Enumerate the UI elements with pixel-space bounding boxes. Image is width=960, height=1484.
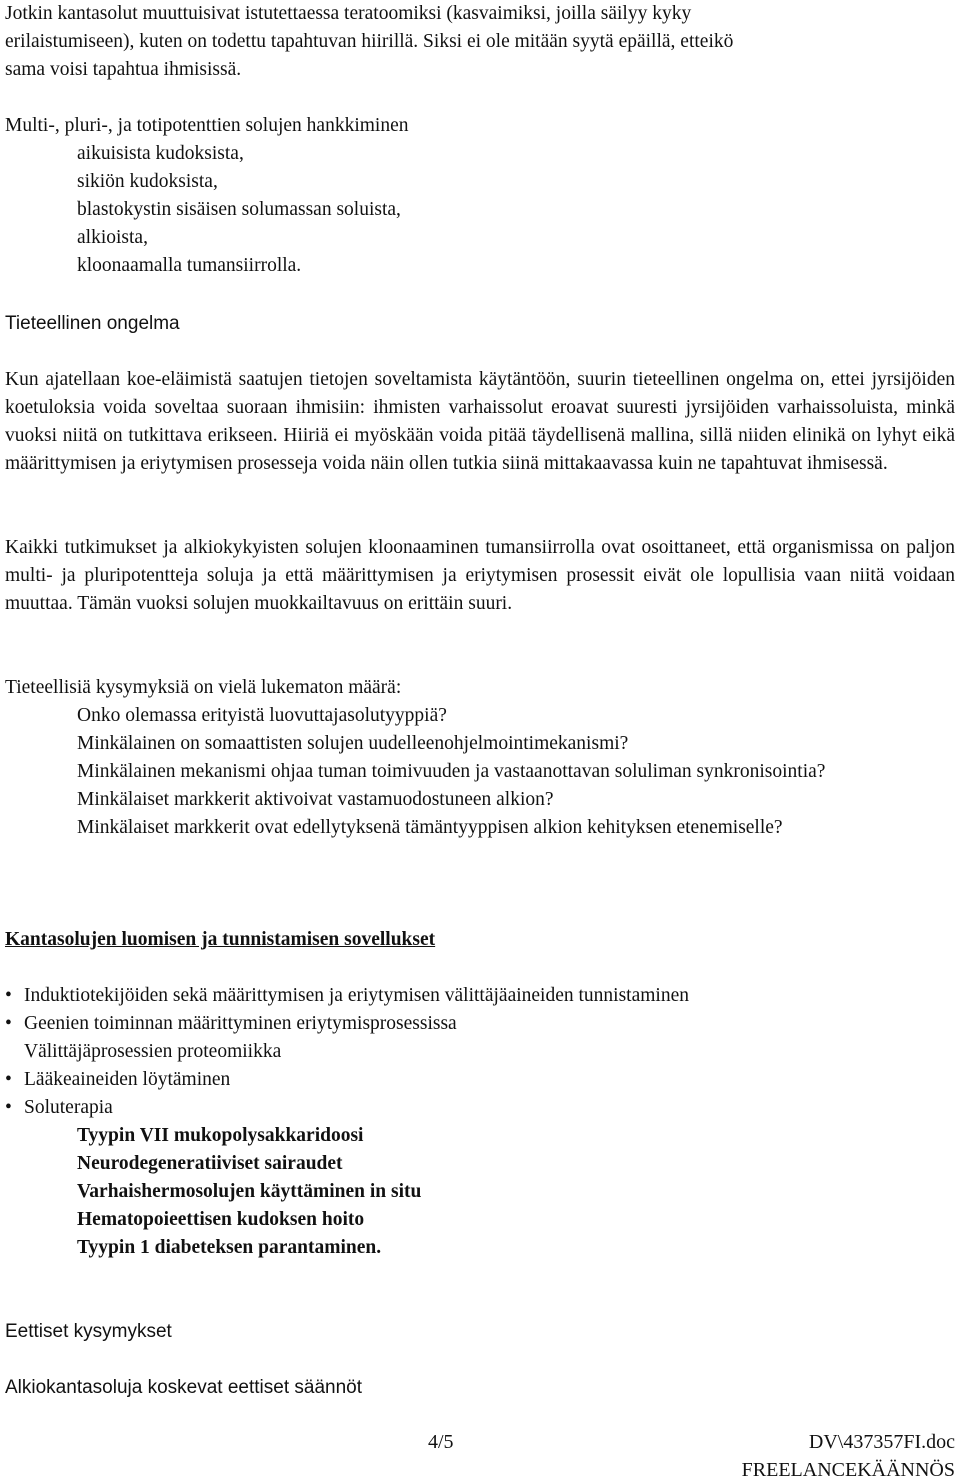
sources-block xyxy=(5,112,955,280)
bullet-icon: • xyxy=(5,1097,12,1118)
therapy-item: Neurodegeneratiiviset sairaudet xyxy=(77,1153,343,1174)
therapy-item: Varhaishermosolujen käyttäminen in situ xyxy=(77,1181,422,1202)
application-label: Geenien toiminnan määrittyminen eriytymisprosessissa xyxy=(24,1013,457,1034)
applications-heading: Kantasolujen luomisen ja tunnistamisen sovellukset xyxy=(5,929,436,950)
company-name: FREELANCEKÄÄNNÖS xyxy=(741,1459,955,1481)
intro-line: sama voisi tapahtua ihmisissä. xyxy=(5,59,242,80)
application-label: Lääkeaineiden löytäminen xyxy=(24,1069,231,1090)
list-item xyxy=(5,1066,955,1094)
page-footer xyxy=(0,1428,960,1481)
sources-item: blastokystin sisäisen solumassan soluista, xyxy=(77,199,401,220)
bullet-icon: • xyxy=(5,1069,12,1090)
page-number: 4/5 xyxy=(428,1431,454,1453)
question-item: Onko olemassa erityistä luovuttajasolutyyppiä? xyxy=(77,705,447,726)
list-item xyxy=(5,982,724,1010)
sources-item: sikiön kudoksista, xyxy=(77,171,218,192)
ethics-heading: Eettiset kysymykset xyxy=(5,1321,172,1342)
question-item: Minkälainen on somaattisten solujen uudelleenohjelmointimekanismi? xyxy=(77,733,629,754)
application-sub: Välittäjäprosessien proteomiikka xyxy=(24,1041,282,1062)
question-item: Minkälainen mekanismi ohjaa tuman toimivuuden ja vastaanottavan soluliman synkronisointia? xyxy=(77,761,826,782)
questions-block xyxy=(5,674,955,842)
bullet-icon: • xyxy=(5,1013,12,1034)
question-item: Minkälaiset markkerit ovat edellytyksenä tämäntyyppisen alkion kehityksen etenemiselle? xyxy=(77,817,783,838)
intro-line: erilaistumiseen), kuten on todettu tapahtuvan hiirillä. Siksi ei ole mitään syytä epäillä, etteikö xyxy=(5,31,734,52)
questions-intro: Tieteellisiä kysymyksiä on vielä lukematon määrä: xyxy=(5,677,402,698)
intro-line: Jotkin kantasolut muuttuisivat istutettaessa teratoomiksi (kasvaimiksi, joilla säilyy kyky xyxy=(5,3,692,24)
sources-title: Multi-, pluri-, ja totipotenttien solujen hankkiminen xyxy=(5,115,409,136)
scientific-problem-paragraph-2: Kaikki tutkimukset ja alkiokykyisten solujen kloonaaminen tumansiirrolla ovat osoittaneet, että organismissa on paljon multi- ja pluripotentteja soluja ja että määrittymisen ja eriytymisen prosessit eivät ole lopullisia vaan niitä voidaan muuttaa. Tämän vuoksi solujen muokkailtavuus on erittäin suuri. xyxy=(5,537,955,614)
therapy-item: Tyypin VII mukopolysakkaridoosi xyxy=(77,1125,364,1146)
therapy-item: Hematopoieettisen kudoksen hoito xyxy=(77,1209,365,1230)
application-label: Soluterapia xyxy=(24,1097,113,1118)
bullet-icon: • xyxy=(5,985,12,1006)
sources-item: alkioista, xyxy=(77,227,148,248)
sources-item: aikuisista kudoksista, xyxy=(77,143,244,164)
list-item xyxy=(5,1094,955,1122)
scientific-problem-paragraph-1: Kun ajatellaan koe-eläimistä saatujen tietojen soveltamista käytäntöön, suurin tieteellinen ongelma on, ettei jyrsijöiden koetuloksia voida soveltaa suoraan ihmisiin: ihmisten varhaissolut eroavat suuresti jyrsijöiden varhaissoluista, minkä vuoksi niitä on tutkittava erikseen. Hiiriä ei myöskään voida pitää täydellisenä mallina, sillä niiden elinikä on lyhyt eikä määrittymisen ja eriytymisen prosesseja voida näin ollen tutkia siinä mittakaavassa kuin ne tapahtuvat ihmisessä. xyxy=(5,369,955,474)
sources-item: kloonaamalla tumansiirrolla. xyxy=(77,255,302,276)
application-label: Induktiotekijöiden sekä määrittymisen ja eriytymisen välittäjäaineiden tunnistaminen xyxy=(24,985,689,1006)
ethics-text: Alkiokantasoluja koskevat eettiset säännöt xyxy=(5,1377,362,1398)
document-id xyxy=(742,1428,955,1484)
scientific-problem-heading: Tieteellinen ongelma xyxy=(5,313,180,334)
question-item: Minkälaiset markkerit aktivoivat vastamuodostuneen alkion? xyxy=(77,789,554,810)
list-item xyxy=(5,1010,955,1066)
applications-list xyxy=(5,982,955,1262)
intro-paragraph xyxy=(5,0,733,84)
therapy-item: Tyypin 1 diabeteksen parantaminen. xyxy=(77,1237,382,1258)
doc-filename: DV\437357FI.doc xyxy=(808,1431,955,1453)
